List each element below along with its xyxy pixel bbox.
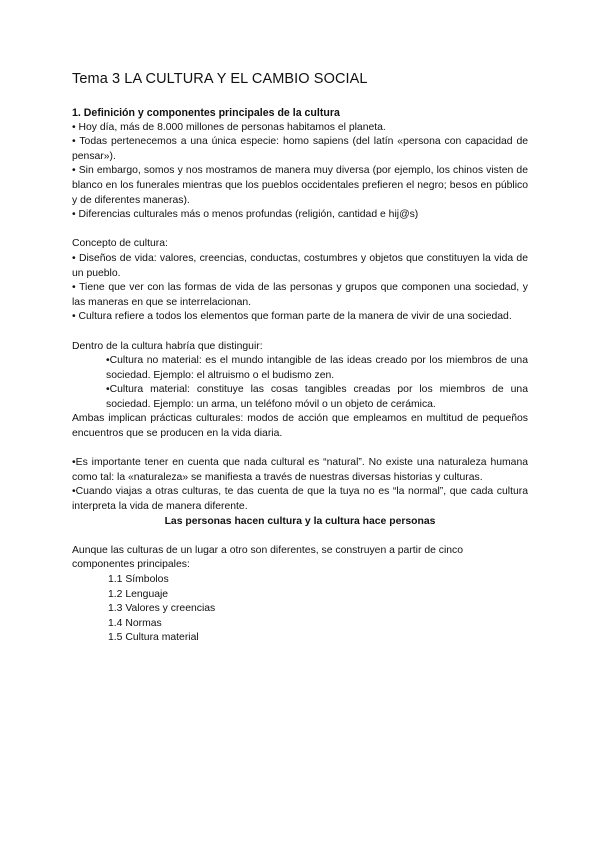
component-item: 1.2 Lenguaje bbox=[108, 588, 169, 600]
spacer bbox=[72, 325, 528, 340]
component-item: 1.5 Cultura material bbox=[108, 632, 199, 644]
component-item: 1.4 Normas bbox=[108, 617, 162, 629]
bullet-paragraph: • Diferencias culturales más o menos profundas (religión, cantidad e hij@s) bbox=[72, 209, 419, 221]
bullet-paragraph: • Hoy día, más de 8.000 millones de personas habitamos el planeta. bbox=[72, 121, 386, 133]
page-title: Tema 3 LA CULTURA Y EL CAMBIO SOCIAL bbox=[72, 71, 368, 87]
distinguish-label: Dentro de la cultura habría que distinguir: bbox=[72, 340, 263, 352]
tagline: Las personas hacen cultura y la cultura hace personas bbox=[164, 515, 436, 527]
spacer bbox=[72, 223, 528, 238]
concept-label: Concepto de cultura: bbox=[72, 238, 168, 250]
spacer bbox=[72, 529, 528, 544]
note-paragraph: •Es importante tener en cuenta que nada cultural es “natural”. No existe una naturaleza humana como tal: la «naturaleza» se manifiesta a través de nuestras diversas historias y culturas. bbox=[72, 457, 528, 483]
section-heading: 1. Definición y componentes principales de la cultura bbox=[72, 107, 340, 119]
document-page bbox=[72, 70, 528, 646]
indented-bullet: •Cultura material: constituye las cosas tangibles creadas por los miembros de una sociedad. Ejemplo: un arma, un teléfono móvil o un objeto de cerámica. bbox=[106, 384, 528, 410]
conclusion-paragraph: Ambas implican prácticas culturales: modos de acción que empleamos en multitud de pequeños encuentros que se producen en la vida diaria. bbox=[72, 413, 528, 440]
component-item: 1.1 Símbolos bbox=[108, 574, 169, 585]
components-intro: Aunque las culturas de un lugar a otro son diferentes, se construyen a partir de cinco componentes principales: bbox=[72, 544, 464, 571]
spacer bbox=[72, 442, 528, 457]
bullet-paragraph: • Cultura refiere a todos los elementos que forman parte de la manera de vivir de una sociedad. bbox=[72, 311, 512, 323]
component-item: 1.3 Valores y creencias bbox=[108, 603, 216, 615]
note-paragraph: •Cuando viajas a otras culturas, te das cuenta de que la tuya no es “la normal”, que cada cultura interpreta la vida de manera diferente. bbox=[72, 486, 528, 513]
indented-bullet: •Cultura no material: es el mundo intangible de las ideas creado por los miembros de una sociedad. Ejemplo: el altruismo o el budismo zen. bbox=[106, 355, 528, 381]
bullet-paragraph: • Tiene que ver con las formas de vida de las personas y grupos que componen una sociedad, y las maneras en que se interrelacionan. bbox=[72, 282, 528, 308]
bullet-paragraph: • Diseños de vida: valores, creencias, conductas, costumbres y objetos que constituyen la vida de un pueblo. bbox=[72, 252, 528, 279]
bullet-paragraph: • Sin embargo, somos y nos mostramos de manera muy diversa (por ejemplo, los chinos visten de blanco en los funerales mientras que los pueblos occidentales prefieren el negro; besos en público y de diferentes maneras). bbox=[72, 165, 528, 206]
bullet-paragraph: • Todas pertenecemos a una única especie: homo sapiens (del latín «persona con capacidad de pensar»). bbox=[72, 136, 528, 162]
